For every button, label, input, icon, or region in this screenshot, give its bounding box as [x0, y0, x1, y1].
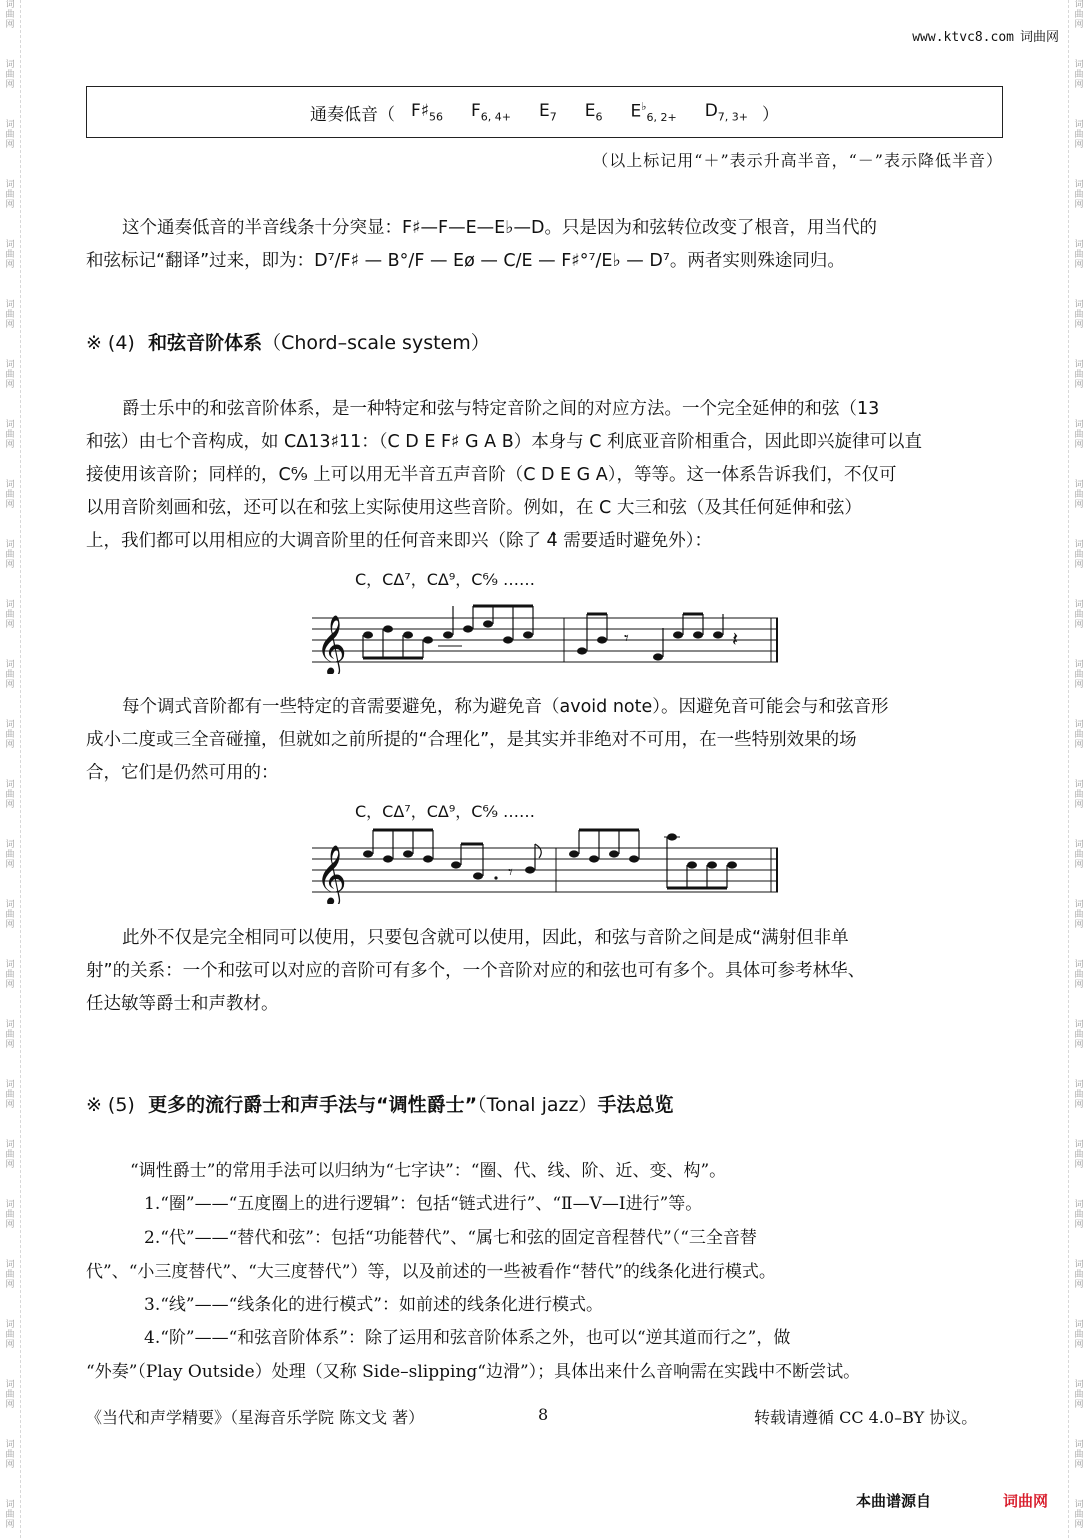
- watermark-mark: 词 曲 网: [1074, 720, 1084, 750]
- chord-list-1: C，CΔ⁷，CΔ⁹，C⁶⁄₉ ……: [355, 570, 535, 589]
- watermark-mark: 词 曲 网: [1074, 600, 1084, 630]
- watermark-mark: 词 曲 网: [5, 480, 15, 510]
- footer-book-title: 《当代和声学精要》（星海音乐学院 陈文戈 著）: [86, 1408, 425, 1427]
- text-line: 这个通奏低音的半音线条十分突显：F♯—F—E—E♭—D。只是因为和弦转位改变了根音，用当代的: [122, 218, 877, 238]
- watermark-mark: 词 曲 网: [1074, 360, 1084, 390]
- list-intro: “调性爵士”的常用手法可以归纳为“七字诀”：“圈、代、线、阶、近、变、构”。: [130, 1161, 727, 1181]
- footer-page-number: 8: [538, 1405, 549, 1424]
- paragraph-chromatic-line: [86, 212, 1003, 278]
- watermark-mark: 词 曲 网: [1074, 180, 1084, 210]
- bass-note: $F_{6, 4+}$: [471, 100, 512, 124]
- text-line: 每个调式音阶都有一些特定的音需要避免，称为避免音（avoid note）。因避免音可能会与和弦音形: [122, 697, 889, 717]
- paragraph-chord-scale: [86, 393, 1003, 558]
- bass-note: $E^♭_{6, 2+}$: [630, 99, 677, 125]
- eighth-rest-icon: 𝄾: [508, 862, 513, 883]
- watermark-mark: 词 曲 网: [1074, 0, 1084, 30]
- watermark-mark: 词 曲 网: [5, 1260, 15, 1290]
- watermark-mark: 词 曲 网: [1074, 420, 1084, 450]
- right-watermark-strip: [1068, 0, 1089, 1538]
- chord-list-2: C，CΔ⁷，CΔ⁹，C⁶⁄₉ ……: [355, 802, 535, 821]
- list-item-3: 3.“线”——“线条化的进行模式”：如前述的线条化进行模式。: [144, 1295, 603, 1315]
- watermark-mark: 词 曲 网: [5, 300, 15, 330]
- source-site-link[interactable]: 词曲网: [1003, 1492, 1049, 1510]
- watermark-mark: 词 曲 网: [5, 60, 15, 90]
- text-line: 和弦）由七个音构成，如 CΔ13♯11：（C D E F♯ G A B）本身与 C 利底亚音阶相重合，因此即兴旋律可以直: [86, 432, 923, 452]
- text-line: 爵士乐中的和弦音阶体系，是一种特定和弦与特定音阶之间的对应方法。一个完全延伸的和弦（13: [122, 399, 880, 419]
- text-line: 此外不仅是完全相同可以使用，只要包含就可以使用，因此，和弦与音阶之间是成“满射但非单: [122, 928, 849, 948]
- treble-clef-icon: 𝄞: [316, 845, 347, 904]
- text-line: 合，它们是仍然可用的：: [86, 763, 279, 783]
- watermark-mark: 词 曲 网: [5, 360, 15, 390]
- watermark-mark: 词 曲 网: [1074, 1500, 1084, 1530]
- watermark-mark: 词 曲 网: [1074, 60, 1084, 90]
- text-line: 射”的关系：一个和弦可以对应的音阶可有多个，一个音阶对应的和弦也可有多个。具体可参考林华、: [86, 961, 866, 981]
- watermark-mark: 词 曲 网: [5, 1440, 15, 1470]
- music-staff-example-1: [312, 598, 782, 674]
- watermark-mark: 词 曲 网: [5, 1200, 15, 1230]
- watermark-mark: 词 曲 网: [1074, 1320, 1084, 1350]
- music-staff-example-2: [312, 828, 782, 904]
- bass-note: $E_6$: [584, 100, 603, 124]
- watermark-mark: 词 曲 网: [1074, 480, 1084, 510]
- figured-bass-closing: ）: [762, 104, 779, 125]
- watermark-mark: 词 曲 网: [1074, 240, 1084, 270]
- header-site-link[interactable]: [912, 26, 1059, 45]
- watermark-mark: 词 曲 网: [5, 540, 15, 570]
- watermark-mark: 词 曲 网: [1074, 1200, 1084, 1230]
- watermark-mark: 词 曲 网: [5, 0, 15, 30]
- watermark-mark: 词 曲 网: [1074, 1140, 1084, 1170]
- treble-clef-icon: 𝄞: [316, 615, 347, 674]
- watermark-mark: 词 曲 网: [1074, 120, 1084, 150]
- watermark-mark: 词 曲 网: [1074, 1380, 1084, 1410]
- text-line: 和弦标记“翻译”过来，即为：D⁷/F♯ — B°/F — Eø — C/E — F♯°⁷/E♭ — D⁷。两者实则殊途同归。: [86, 251, 845, 271]
- watermark-mark: 词 曲 网: [5, 780, 15, 810]
- figured-bass-caption: （以上标记用“＋”表示升高半音，“－”表示降低半音）: [592, 151, 1003, 170]
- watermark-mark: 词 曲 网: [1074, 1260, 1084, 1290]
- watermark-mark: 词 曲 网: [1074, 540, 1084, 570]
- watermark-mark: 词 曲 网: [1074, 780, 1084, 810]
- footer-license: 转载请遵循 CC 4.0–BY 协议。: [754, 1408, 978, 1427]
- text-line: 成小二度或三全音碰撞，但就如之前所提的“合理化”，是其实并非绝对不可用，在一些特别效果的场: [86, 730, 857, 750]
- paragraph-surjective: [86, 922, 1003, 1021]
- section-heading-5: ※ (5) 更多的流行爵士和声手法与“调性爵士”（Tonal jazz）手法总览: [86, 1094, 674, 1116]
- text-line: 任达敏等爵士和声教材。: [86, 994, 279, 1014]
- watermark-mark: 词 曲 网: [5, 960, 15, 990]
- watermark-mark: 词 曲 网: [5, 240, 15, 270]
- watermark-mark: 词 曲 网: [5, 840, 15, 870]
- watermark-mark: 词 曲 网: [5, 1380, 15, 1410]
- bass-note: $D_{7, 3+}$: [704, 100, 748, 124]
- figured-bass-box: [86, 86, 1003, 138]
- left-watermark-strip: [0, 0, 21, 1538]
- text-line: 以用音阶刻画和弦，还可以在和弦上实际使用这些音阶。例如，在 C 大三和弦（及其任何延伸和弦）: [86, 498, 862, 518]
- source-label: 本曲谱源自: [856, 1492, 932, 1510]
- watermark-mark: 词 曲 网: [5, 600, 15, 630]
- header-site-name: 词曲网: [1019, 30, 1059, 45]
- bass-note: $F♯_{56}$: [411, 100, 444, 124]
- watermark-mark: 词 曲 网: [5, 1140, 15, 1170]
- watermark-mark: 词 曲 网: [5, 1020, 15, 1050]
- watermark-mark: 词 曲 网: [1074, 900, 1084, 930]
- watermark-mark: 词 曲 网: [5, 180, 15, 210]
- bass-note: $E_7$: [539, 100, 557, 124]
- list-item-2-continued: 代”、“小三度替代”、“大三度替代”）等，以及前述的一些被看作“替代”的线条化进行模式。: [86, 1262, 776, 1282]
- list-item-2: 2.“代”——“替代和弦”：包括“功能替代”、“属七和弦的固定音程替代”（“三全音替: [144, 1228, 757, 1248]
- watermark-mark: 词 曲 网: [5, 900, 15, 930]
- watermark-mark: 词 曲 网: [1074, 1020, 1084, 1050]
- paragraph-avoid-note: [86, 691, 1003, 790]
- watermark-mark: 词 曲 网: [5, 1500, 15, 1530]
- watermark-mark: 词 曲 网: [1074, 660, 1084, 690]
- watermark-mark: 词 曲 网: [5, 660, 15, 690]
- watermark-mark: 词 曲 网: [5, 1080, 15, 1110]
- list-item-4: 4.“阶”——“和弦音阶体系”：除了运用和弦音阶体系之外，也可以“逆其道而行之”，做: [144, 1328, 791, 1348]
- header-site-url: www.ktvc8.com: [912, 30, 1014, 45]
- watermark-mark: 词 曲 网: [1074, 1080, 1084, 1110]
- text-line: 上，我们都可以用相应的大调音阶里的任何音来即兴（除了 4̂ 需要适时避免外）：: [86, 531, 713, 551]
- watermark-mark: 词 曲 网: [1074, 1440, 1084, 1470]
- figured-bass-label: 通奏低音（: [310, 104, 395, 125]
- quarter-rest-icon: 𝄽: [732, 627, 739, 651]
- watermark-mark: 词 曲 网: [1074, 960, 1084, 990]
- watermark-mark: 词 曲 网: [5, 420, 15, 450]
- watermark-mark: 词 曲 网: [1074, 840, 1084, 870]
- list-item-4-continued: “外奏”（Play Outside）处理（又称 Side–slipping“边滑”）；具体出来什么音响需在实践中不断尝试。: [86, 1362, 861, 1382]
- watermark-mark: 词 曲 网: [1074, 300, 1084, 330]
- eighth-rest-icon: 𝄾: [624, 628, 629, 649]
- watermark-mark: 词 曲 网: [5, 720, 15, 750]
- watermark-mark: 词 曲 网: [5, 120, 15, 150]
- section-heading-4: ※ (4) 和弦音阶体系（Chord–scale system）: [86, 332, 490, 354]
- text-line: 接使用该音阶；同样的，C⁶⁄₉ 上可以用无半音五声音阶（C D E G A），等等。这一体系告诉我们，不仅可: [86, 465, 897, 485]
- watermark-mark: 词 曲 网: [5, 1320, 15, 1350]
- list-item-1: 1.“圈”——“五度圈上的进行逻辑”：包括“链式进行”、“Ⅱ—Ⅴ—Ⅰ进行”等。: [144, 1194, 703, 1214]
